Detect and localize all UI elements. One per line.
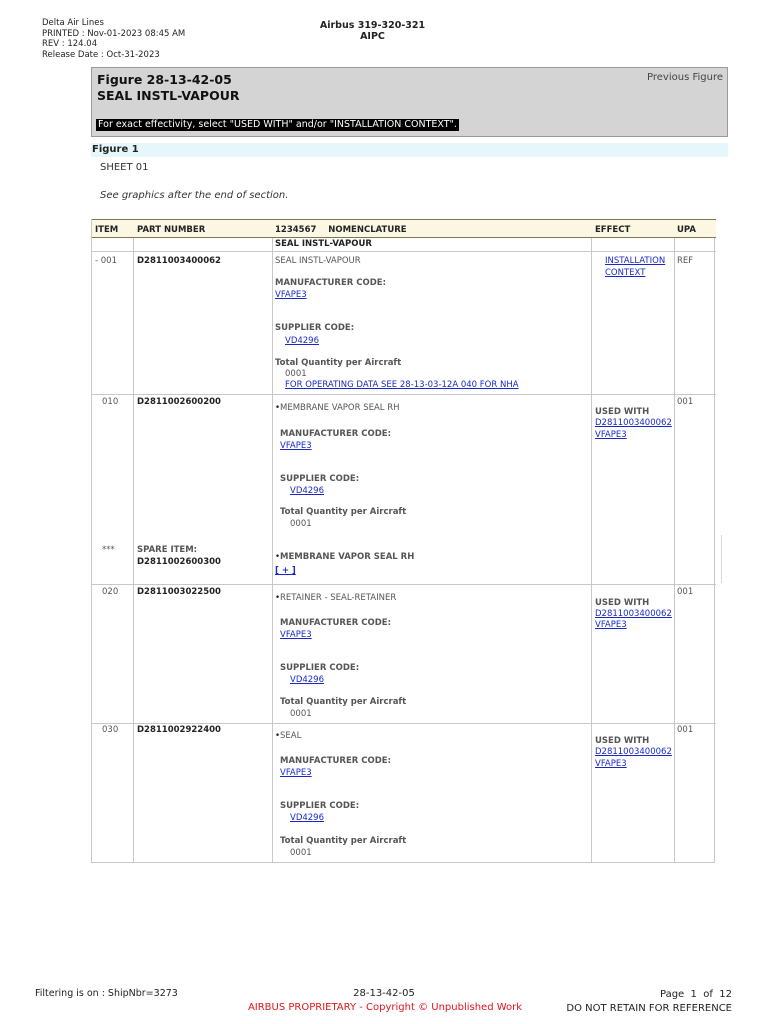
bullet: • xyxy=(275,731,281,741)
nomenclature-line xyxy=(275,593,396,604)
supplier-code-link[interactable]: VD4296 xyxy=(285,336,319,346)
used-with-label: USED WITH xyxy=(595,598,650,608)
supplier-code-label: SUPPLIER CODE: xyxy=(280,474,360,484)
page-info xyxy=(566,988,732,1016)
total-quantity-label: Total Quantity per Aircraft xyxy=(280,507,407,517)
part-number: D2811003400062 xyxy=(137,256,221,266)
spare-part-number: D2811002600300 xyxy=(137,557,221,567)
used-with-part-link[interactable]: D2811003400062 xyxy=(595,609,672,619)
used-with-label: USED WITH xyxy=(595,736,650,746)
printed-date: PRINTED : Nov-01-2023 08:45 AM xyxy=(42,28,186,39)
manufacturer-code-label: MANUFACTURER CODE: xyxy=(280,618,391,628)
part-number: D2811002922400 xyxy=(137,725,221,735)
document-header-info xyxy=(42,18,185,60)
column-header-part-number: PART NUMBER xyxy=(137,225,206,235)
supplier-code-link[interactable]: VD4296 xyxy=(290,486,324,496)
total-quantity-value: 0001 xyxy=(290,848,312,858)
total-quantity-value: 0001 xyxy=(285,369,307,379)
bullet: • xyxy=(275,593,281,603)
column-divider xyxy=(674,238,675,862)
graphics-note: See graphics after the end of section. xyxy=(100,190,289,201)
part-number: D2811003022500 xyxy=(137,587,221,597)
upa-value: 001 xyxy=(677,587,694,597)
upa-value: 001 xyxy=(677,725,694,735)
column-divider xyxy=(133,238,134,862)
nomenclature-line xyxy=(275,731,301,742)
operating-data-link[interactable]: FOR OPERATING DATA SEE 28-13-03-12A 040 FOR NHA xyxy=(285,380,519,390)
upa-value: 001 xyxy=(677,397,694,407)
used-with-part-link[interactable]: D2811003400062 xyxy=(595,747,672,757)
column-divider xyxy=(272,238,273,862)
row-divider xyxy=(92,584,716,585)
figure-tab[interactable]: Figure 1 xyxy=(91,143,728,157)
total-quantity-label: Total Quantity per Aircraft xyxy=(275,358,402,368)
spare-nomenclature-line xyxy=(275,552,414,563)
bullet: • xyxy=(275,552,281,562)
bullet: • xyxy=(275,403,281,413)
spare-nomenclature: MEMBRANE VAPOR SEAL RH xyxy=(280,552,415,562)
page-number: Page 1 of 12 xyxy=(659,989,732,1000)
release-date: Release Date : Oct-31-2023 xyxy=(42,49,160,60)
used-with-label: USED WITH xyxy=(595,407,650,417)
item-number: - 001 xyxy=(95,256,117,266)
used-with-code-link[interactable]: VFAPE3 xyxy=(595,759,627,769)
manufacturer-code-label: MANUFACTURER CODE: xyxy=(280,429,391,439)
manufacturer-code-link[interactable]: VFAPE3 xyxy=(280,630,312,640)
nomenclature: SEAL xyxy=(280,731,302,741)
manual-title xyxy=(300,20,445,42)
figure-number: Figure 28-13-42-05 xyxy=(97,72,232,87)
column-header-upa: UPA xyxy=(677,225,696,235)
nomenclature-line xyxy=(275,403,400,414)
figure-title: SEAL INSTL-VAPOUR xyxy=(97,88,240,103)
nomenclature: RETAINER - SEAL-RETAINER xyxy=(280,593,397,603)
item-number: 020 xyxy=(102,587,119,597)
document-reference: 28-13-42-05 xyxy=(353,988,415,999)
manufacturer-code-label: MANUFACTURER CODE: xyxy=(280,756,391,766)
total-quantity-label: Total Quantity per Aircraft xyxy=(280,697,407,707)
total-quantity-value: 0001 xyxy=(290,519,312,529)
total-quantity-value: 0001 xyxy=(290,709,312,719)
manufacturer-code-link[interactable]: VFAPE3 xyxy=(280,441,312,451)
row-divider xyxy=(92,394,716,395)
figure-heading xyxy=(97,72,239,104)
supplier-code-label: SUPPLIER CODE: xyxy=(280,801,360,811)
installation-context-link[interactable]: CONTEXT xyxy=(605,268,646,278)
table-header xyxy=(92,219,716,238)
part-number: D2811002600200 xyxy=(137,397,221,407)
row-divider xyxy=(92,723,716,724)
scroll-edge xyxy=(721,535,722,583)
section-title: SEAL INSTL-VAPOUR xyxy=(275,239,372,249)
filter-status: Filtering is on : ShipNbr=3273 xyxy=(35,988,178,999)
supplier-code-link[interactable]: VD4296 xyxy=(290,813,324,823)
sheet-label: SHEET 01 xyxy=(100,162,149,173)
spare-item-marker: *** xyxy=(102,545,115,555)
total-quantity-label: Total Quantity per Aircraft xyxy=(280,836,407,846)
supplier-code-label: SUPPLIER CODE: xyxy=(280,663,360,673)
figure-title-box xyxy=(91,67,728,137)
manual-name: AIPC xyxy=(360,31,385,42)
expand-spare-button[interactable]: [ + ] xyxy=(275,566,296,576)
row-divider xyxy=(92,251,716,252)
previous-figure-link[interactable]: Previous Figure xyxy=(647,72,723,83)
item-number: 030 xyxy=(102,725,119,735)
manufacturer-code-link[interactable]: VFAPE3 xyxy=(275,290,307,300)
revision: REV : 124.04 xyxy=(42,39,98,49)
nomenclature: SEAL INSTL-VAPOUR xyxy=(275,256,361,266)
company-name: Delta Air Lines xyxy=(42,18,104,28)
used-with-part-link[interactable]: D2811003400062 xyxy=(595,418,672,428)
manufacturer-code-label: MANUFACTURER CODE: xyxy=(275,278,386,288)
installation-context-link[interactable]: INSTALLATION xyxy=(605,256,666,266)
item-number: 010 xyxy=(102,397,119,407)
used-with-code-link[interactable]: VFAPE3 xyxy=(595,430,627,440)
column-header-item: ITEM xyxy=(95,225,119,235)
upa-value: REF xyxy=(677,256,694,266)
retain-notice: DO NOT RETAIN FOR REFERENCE xyxy=(566,1003,732,1014)
aircraft-type: Airbus 319-320-321 xyxy=(319,20,426,31)
nomenclature: MEMBRANE VAPOR SEAL RH xyxy=(280,403,400,413)
column-header-nomenclature: 1234567 NOMENCLATURE xyxy=(275,225,407,235)
column-divider xyxy=(591,238,592,862)
column-header-effect: EFFECT xyxy=(595,225,631,235)
manufacturer-code-link[interactable]: VFAPE3 xyxy=(280,768,312,778)
used-with-code-link[interactable]: VFAPE3 xyxy=(595,620,627,630)
proprietary-notice: AIRBUS PROPRIETARY - Copyright © Unpublished Work xyxy=(247,1002,523,1013)
supplier-code-link[interactable]: VD4296 xyxy=(290,675,324,685)
parts-list-table xyxy=(91,219,715,863)
supplier-code-label: SUPPLIER CODE: xyxy=(275,323,355,333)
effectivity-note: For exact effectivity, select "USED WITH" and/or "INSTALLATION CONTEXT". xyxy=(98,119,457,130)
spare-item-label: SPARE ITEM: xyxy=(137,545,198,555)
